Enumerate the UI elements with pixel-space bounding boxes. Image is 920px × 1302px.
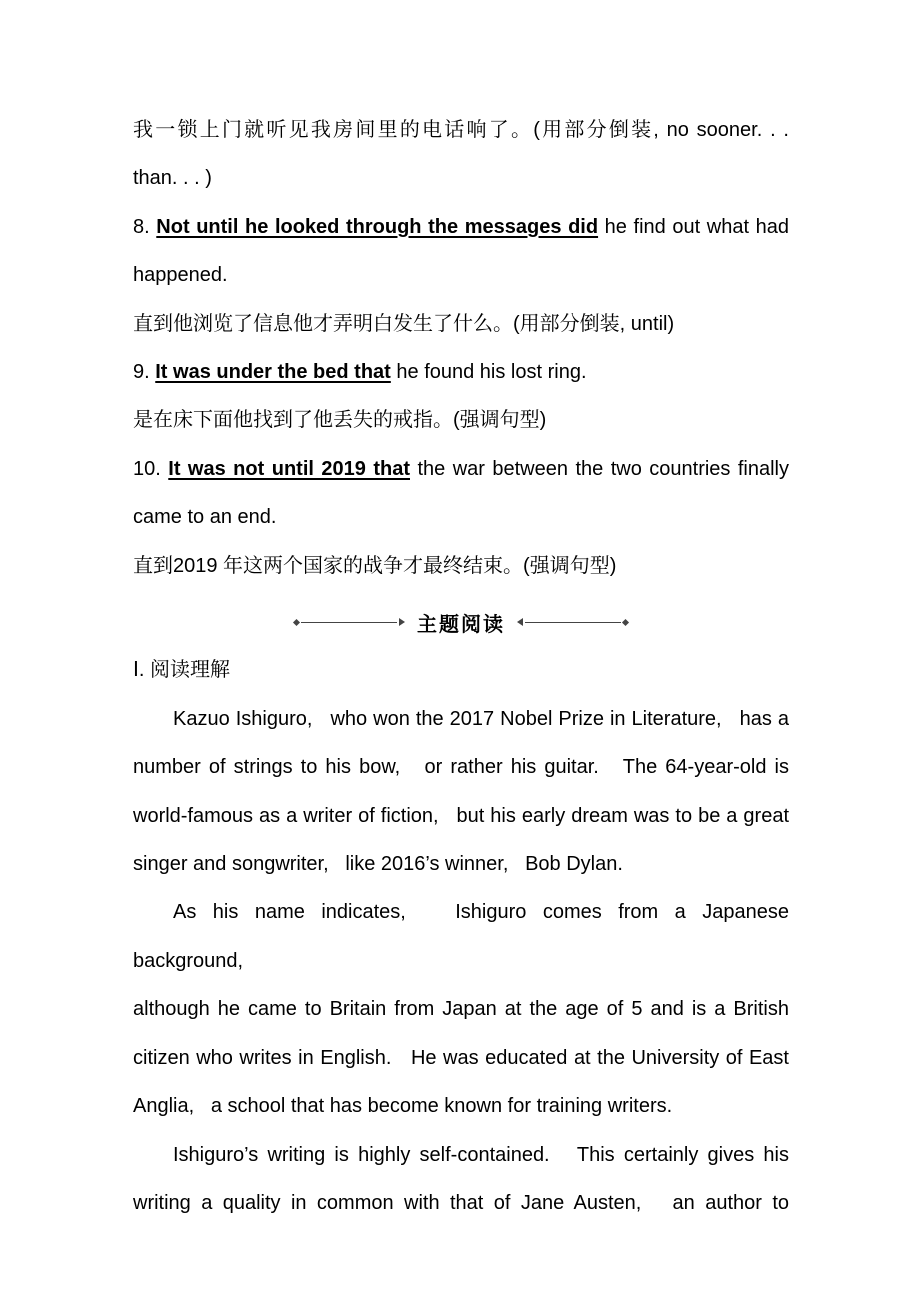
divider-diamond-right-icon — [622, 619, 629, 626]
item-10-rest: the war between the two countries finally — [410, 457, 790, 480]
paragraph-1-line-4: singer and songwriter, like 2016’s winner, Bob Dylan. — [133, 853, 623, 876]
item-8-translation: 直到他浏览了信息他才弄明白发生了什么。(用部分倒装, until) — [133, 312, 675, 335]
item-8-number: 8. — [133, 215, 157, 238]
item-8-rest: he find out what had — [598, 215, 789, 238]
item-10-line-1 — [133, 445, 789, 493]
divider-ornament-right-icon — [517, 618, 628, 626]
paragraph-3-line-1: Ishiguro’s writing is highly self-contained. This certainly gives his — [173, 1143, 789, 1166]
section-divider-title: 主题阅读 — [417, 613, 505, 636]
paragraph-2-line-2: although he came to Britain from Japan at the age of 5 and is a British — [133, 998, 789, 1021]
paragraph-3-line-2: writing a quality in common with that of Jane Austen, an author to — [133, 1191, 789, 1214]
exercise-section — [133, 106, 789, 590]
reading-section — [133, 598, 789, 1227]
paragraph-2-line-4: Anglia, a school that has become known for training writers. — [133, 1095, 673, 1118]
divider-arrow-right-icon — [517, 618, 523, 626]
item-10-number: 10. — [133, 457, 169, 480]
divider-diamond-left-icon — [293, 619, 300, 626]
item-9-line-1 — [133, 348, 789, 396]
translation-7-line-1: 我一锁上门就听见我房间里的电话响了。(用部分倒装, no sooner. . . — [133, 119, 789, 141]
section-divider — [133, 598, 789, 646]
paragraph-2-line-3: citizen who writes in English. He was educated at the University of East — [133, 1046, 789, 1069]
reading-paragraph-2 — [133, 888, 789, 1130]
item-10-line-2: came to an end. — [133, 506, 277, 529]
item-8-line-2: happened. — [133, 264, 228, 287]
item-9-rest: he found his lost ring. — [390, 361, 587, 384]
paragraph-1-line-3: world-famous as a writer of fiction, but his early dream was to be a great — [133, 804, 789, 827]
item-9-emphasis: It was under the bed that — [155, 361, 391, 384]
divider-rule-left — [301, 622, 397, 623]
item-8-line-1 — [133, 203, 789, 251]
item-8-emphasis: Not until he looked through the messages did — [156, 215, 599, 238]
reading-paragraph-3 — [133, 1131, 789, 1228]
item-9-translation: 是在床下面他找到了他丢失的戒指。(强调句型) — [133, 409, 547, 432]
reading-section-heading: Ⅰ. 阅读理解 — [133, 659, 231, 682]
reading-paragraph-1 — [133, 695, 789, 889]
item-9-number: 9. — [133, 361, 156, 384]
paragraph-1-line-2: number of strings to his bow, or rather his guitar. The 64-year-old is — [133, 756, 789, 779]
paragraph-1-line-1: Kazuo Ishiguro, who won the 2017 Nobel Prize in Literature, has a — [173, 707, 789, 730]
paragraph-2-line-1: As his name indicates, Ishiguro comes from a Japanese background, — [133, 901, 789, 972]
divider-rule-right — [525, 622, 621, 623]
translation-7-line-2: than. . . ) — [133, 167, 212, 190]
divider-ornament-left-icon — [294, 618, 405, 626]
item-10-translation: 直到2019 年这两个国家的战争才最终结束。(强调句型) — [133, 554, 617, 577]
item-10-emphasis: It was not until 2019 that — [168, 457, 410, 480]
divider-arrow-left-icon — [399, 618, 405, 626]
